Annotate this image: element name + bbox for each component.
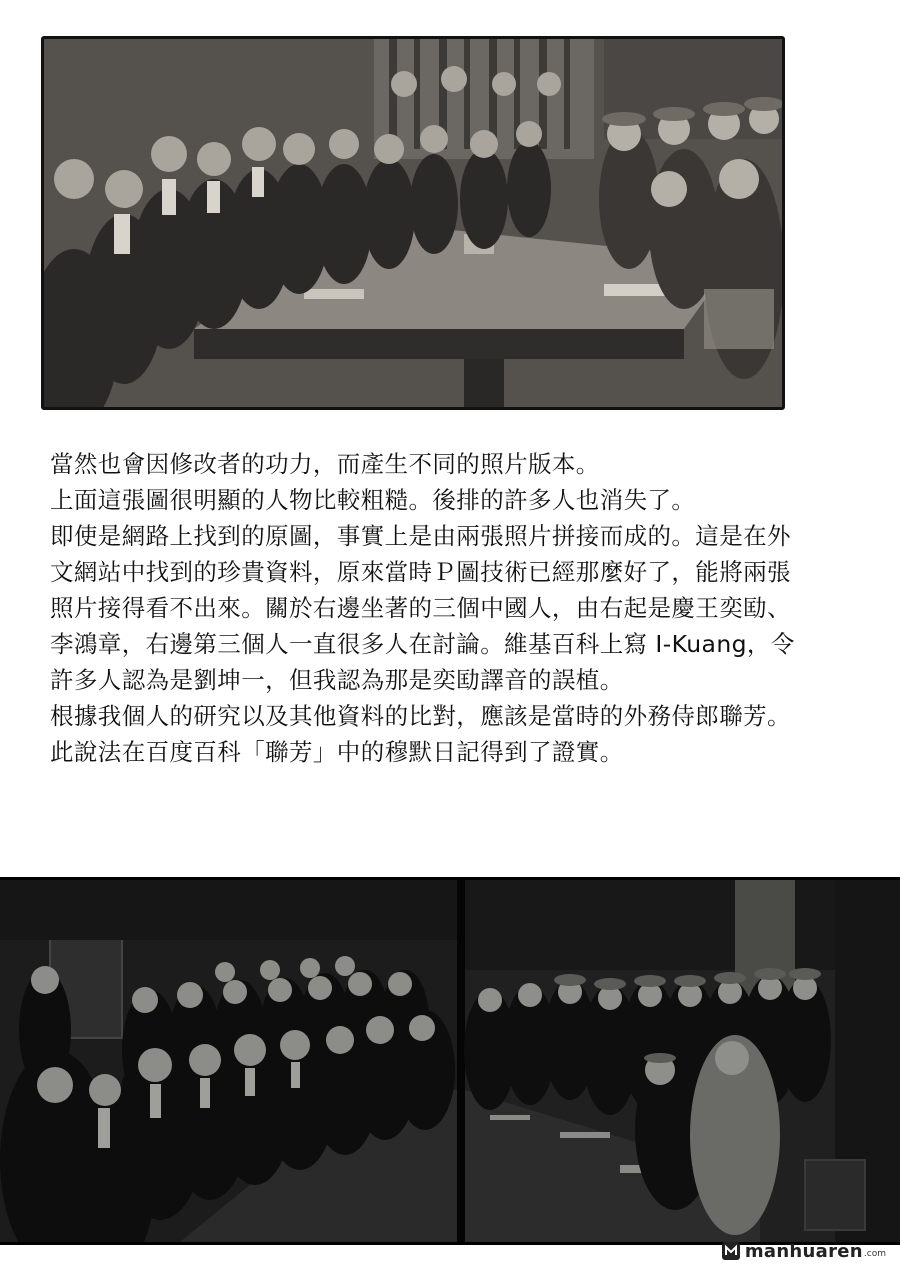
- article-line: 即使是網路上找到的原圖，事實上是由兩張照片拼接而成的。這是在外: [50, 522, 791, 550]
- article-line: 許多人認為是劉坤一，但我認為那是奕劻譯音的誤植。: [50, 666, 624, 694]
- original-composite-photos: [0, 877, 900, 1245]
- article-body: [50, 446, 870, 770]
- manhuaren-logo-icon: [721, 1241, 741, 1261]
- article-line: 此說法在百度百科「聯芳」中的穆默日記得到了證實。: [50, 738, 624, 766]
- watermark-suffix: .com: [863, 1249, 886, 1259]
- painted-meeting-photo: [41, 36, 785, 410]
- article-line: 文網站中找到的珍貴資料，原來當時Ｐ圖技術已經那麼好了，能將兩張: [50, 558, 791, 586]
- composite-photo-illustration: [0, 880, 900, 1242]
- watermark-text: manhuaren: [744, 1240, 863, 1262]
- article-line: 李鴻章，右邊第三個人一直很多人在討論。維基百科上寫 I-Kuang，令: [50, 630, 795, 658]
- article-line: 照片接得看不出來。關於右邊坐著的三個中國人，由右起是慶王奕劻、: [50, 594, 791, 622]
- article-line: 當然也會因修改者的功力，而產生不同的照片版本。: [50, 450, 600, 478]
- site-watermark: [721, 1240, 886, 1262]
- article-line: 上面這張圖很明顯的人物比較粗糙。後排的許多人也消失了。: [50, 486, 696, 514]
- article-line: 根據我個人的研究以及其他資料的比對，應該是當時的外務侍郎聯芳。: [50, 702, 791, 730]
- painted-meeting-illustration: [44, 39, 782, 407]
